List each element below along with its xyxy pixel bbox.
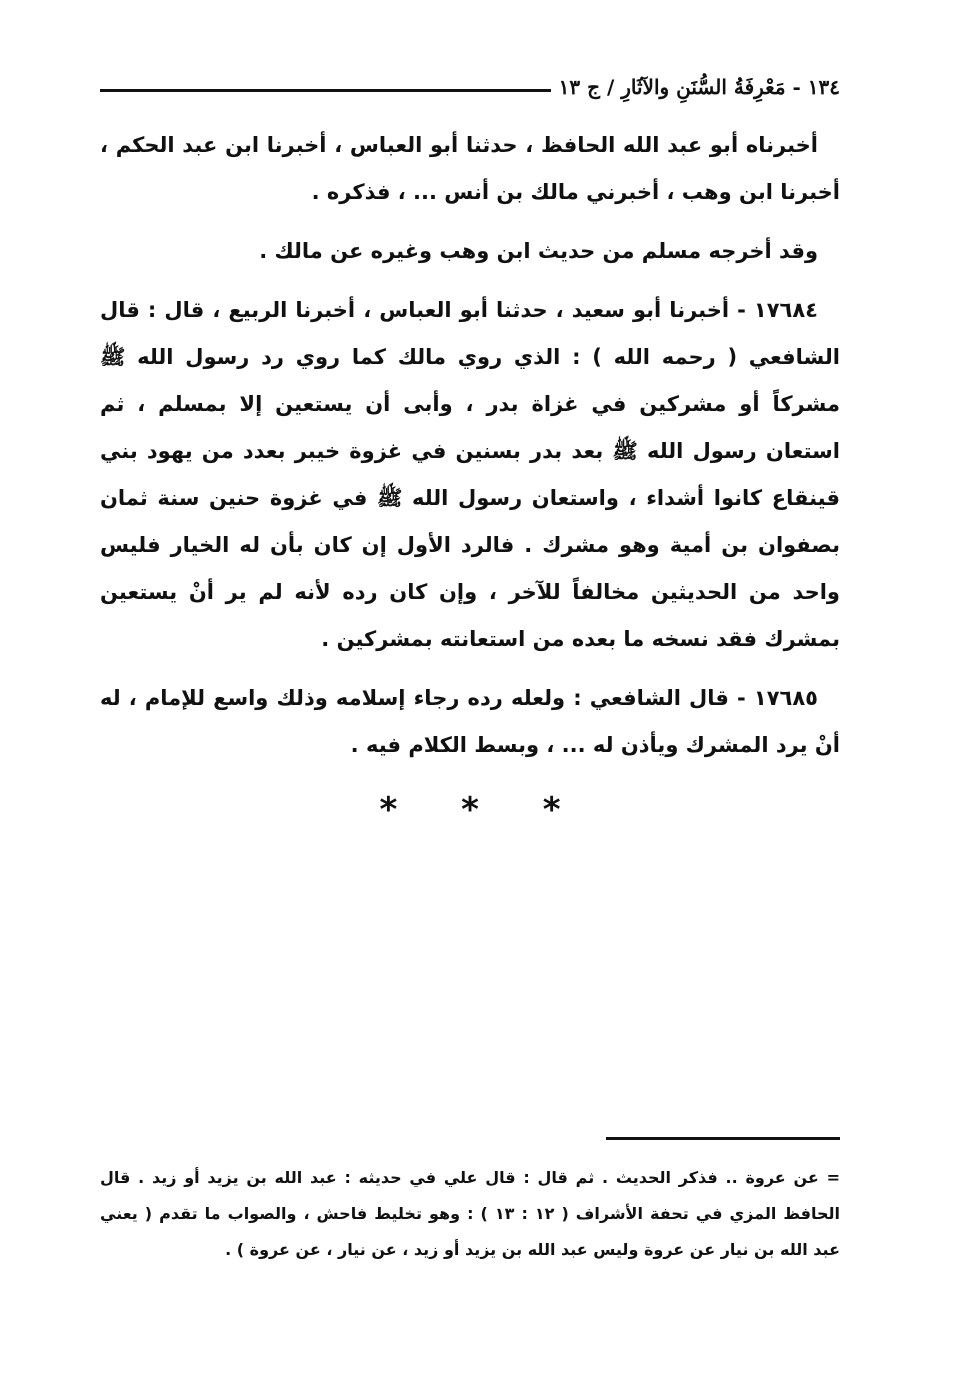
paragraph-hadith-17684: ١٧٦٨٤ - أخبرنا أبو سعيد ، حدثنا أبو العباس ، أخبرنا الربيع ، قال : قال الشافعي ( رحمه الله ) : الذي روي مالك كما روي رد رسول الله ﷺ مشركاً أو مشركين في غزاة بدر ، وأبى أن يستعين إلا بمسلم ، ثم استعان رسول الله ﷺ بعد بدر بسنين في غزوة خيبر بعدد من يهود بني قينقاع كانوا أشداء ، واستعان رسول الله ﷺ في غزوة حنين سنة ثمان بصفوان بن أمية وهو مشرك . فالرد الأول إن كان بأن له الخيار فليس واحد من الحديثين مخالفاً للآخر ، وإن كان رده لأنه لم ير أنْ يستعين بمشرك فقد نسخه ما بعده من استعانته بمشركين . [100,298,840,651]
paragraph-1: أخبرناه أبو عبد الله الحافظ ، حدثنا أبو العباس ، أخبرنا ابن عبد الحكم ، أخبرنا ابن وهب ، أخبرني مالك بن أنس ... ، فذكره . [100,133,840,204]
footnote-text: = عن عروة .. فذكر الحديث . ثم قال : قال علي في حديثه : عبد الله بن يزيد أو زيد . قال الحافظ المزي في تحفة الأشراف ( ١٢ : ١٣ ) : وهو تخليط فاحش ، والصواب ما تقدم ( يعني عبد الله بن نيار عن عروة وليس عبد الله بن يزيد أو زيد ، عن نيار ، عن عروة ) . [100,1168,840,1259]
footnote-rule [606,1137,840,1140]
separator-star: * [461,790,479,830]
separator-star: * [542,790,561,830]
footnote [100,1160,840,1268]
paragraph-2: وقد أخرجه مسلم من حديث ابن وهب وغيره عن مالك . [259,239,818,263]
separator-star: * [379,790,398,830]
paragraph-hadith-17685: ١٧٦٨٥ - قال الشافعي : ولعله رده رجاء إسلامه وذلك واسع للإمام ، له أنْ يرد المشرك ويأذن له ... ، وبسط الكلام فيه . [100,686,840,757]
main-text [100,122,840,781]
page-header [100,70,840,104]
running-title: ١٣٤ - مَعْرِفَةُ السُّنَنِ والآثَارِ / ج ١٣ [558,75,840,99]
section-separator [100,790,840,830]
header-rule [100,89,551,92]
